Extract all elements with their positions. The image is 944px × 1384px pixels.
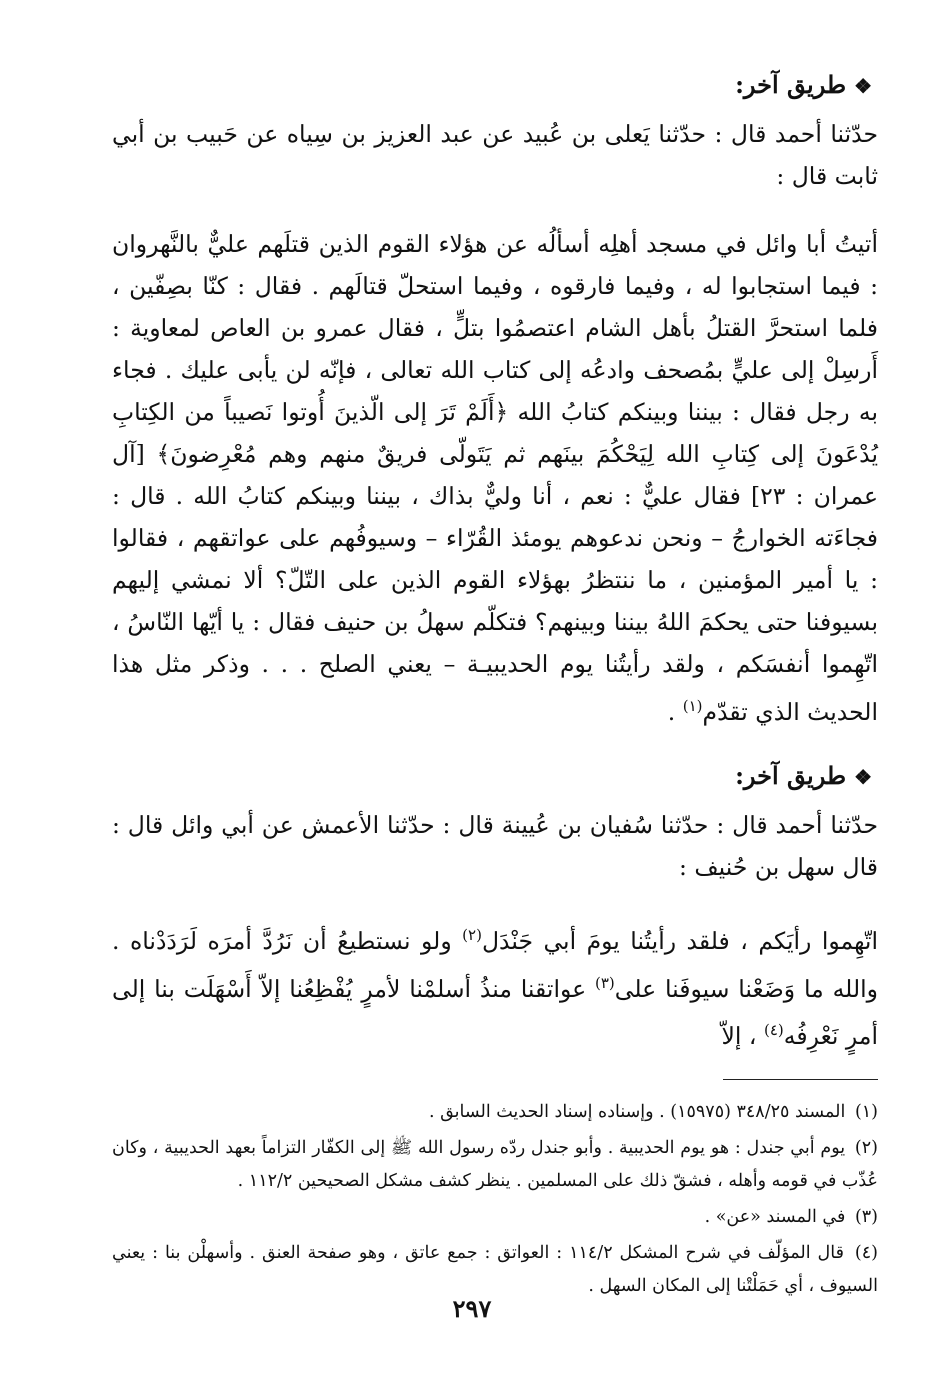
page-number: ٢٩٧ (452, 1294, 492, 1323)
section-heading-2: ❖طريق آخر: (735, 760, 872, 790)
footnote-2: (٢) يوم أبي جندل : هو يوم الحديبية . وأبو جندل ردّه رسول الله ﷺ إلى الكفّار التزاماً بعهد الحديبية ، وكان عُذّب في قومه وأهله ، فشقّ ذلك على المسلمين . ينظر كشف مشكل الصحيحين ١١٢/٢ . (112, 1138, 878, 1192)
footnote-divider (723, 1079, 878, 1080)
body-paragraph-1: أتيتُ أبا وائل في مسجد أهلِه أسألُه عن هؤلاء القوم الذين قتلَهم عليٌّ بالنَّهروان : فيما استجابوا له ، وفيما فارقوه ، وفيما استحلّ قتالَهم . فقال : كنّا بصِفّين ، فلما استحرَّ القتلُ بأهل الشام اعتصمُوا بتلٍّ ، فقال عمرو بن العاص لمعاوية : أَرسِلْ إلى عليٍّ بمُصحف وادعُه إلى كتاب الله تعالى ، فإنّه لن يأبى عليك . فجاء به رجل فقال : بيننا وبينكم كتابُ الله ﴿أَلَمْ تَرَ إلى الّذينَ أُوتوا نَصيباً من الكِتابِ يُدْعَونَ إلى كِتابِ الله لِيَحْكُمَ بينَهم ثم يَتَولّى فريقٌ منهم وهم مُعْرِضونَ﴾ [آل عمران : ٢٣] فقال عليٌّ : نعم ، أنا وليٌّ بذاك ، بيننا وبينكم كتابُ الله . قال : فجاءَته الخوارجُ – ونحن ندعوهم يومئذ القُرّاء – وسيوفُهم على عواتقهم ، فقالوا : يا أمير المؤمنين ، ما ننتظرُ بهؤلاء القوم الذين على التّلّ؟ ألا نمشي إليهم بسيوفنا حتى يحكمَ اللهُ بيننا وبينهم؟ فتكلّم سهلُ بن حنيف فقال : يا أيّها النّاسُ ، اتّهِموا أنفسَكم ، ولقد رأيتُنا يوم الحديبيـة – يعني الصلح . . . وذكر مثل هذا الحديث الذي تقدّم$^{(١)}$ . (112, 230, 878, 726)
footnote-ref-4: (٤) (763, 1021, 784, 1040)
footnote-4: (٤) قال المؤلّف في شرح المشكل ١١٤/٢ : العواتق : جمع عاتق ، وهو صفحة العنق . وأسهلْن بنا : يعني السيوف ، أي حَمَلْتْنا إلى المكان السهل . (112, 1243, 878, 1297)
diamond-bullet-icon: ❖ (854, 764, 872, 789)
footnote-ref-2: (٢) (462, 925, 482, 944)
diamond-bullet-icon: ❖ (854, 74, 872, 98)
footnotes (112, 1096, 878, 1303)
footnote-ref-1: (١) (682, 697, 703, 715)
footnote-3: (٣) في المسند «عن» . (704, 1207, 878, 1228)
footnote-ref-3: (٣) (594, 973, 615, 992)
body-paragraph-2: اتّهِموا رأيَكم ، فلقد رأيتُنا يومَ أبي جَنْدَل$^{(٢)}$ ولو نستطيعُ أن نَرُدَّ أمرَه لَرَدَدْناه . والله ما وَضَعْنا سيوفَنا على$^{(٣)}$ عواتقنا منذُ أسلمْنا لأمرٍ يُفْظِعُنا إلاّ أَسْهَلَت بنا إلى أمرٍ نَعْرِفُه$^{(٤)}$ ، إلاّ (112, 925, 878, 1051)
section-heading-1: ❖طريق آخر: (735, 70, 872, 99)
footnote-1: (١) المسند ٣٤٨/٢٥ (١٥٩٧٥) . وإسناده إسناد الحديث السابق . (428, 1102, 878, 1123)
isnad-paragraph-1: حدّثنا أحمد قال : حدّثنا يَعلى بن عُبيد عن عبد العزيز بن سِياه عن حَبيب بن أبي ثابت قال : (112, 120, 878, 190)
isnad-paragraph-2: حدّثنا أحمد قال : حدّثنا سُفيان بن عُيينة قال : حدّثنا الأعمش عن أبي وائل قال : قال سهل بن حُنيف : (112, 810, 878, 881)
